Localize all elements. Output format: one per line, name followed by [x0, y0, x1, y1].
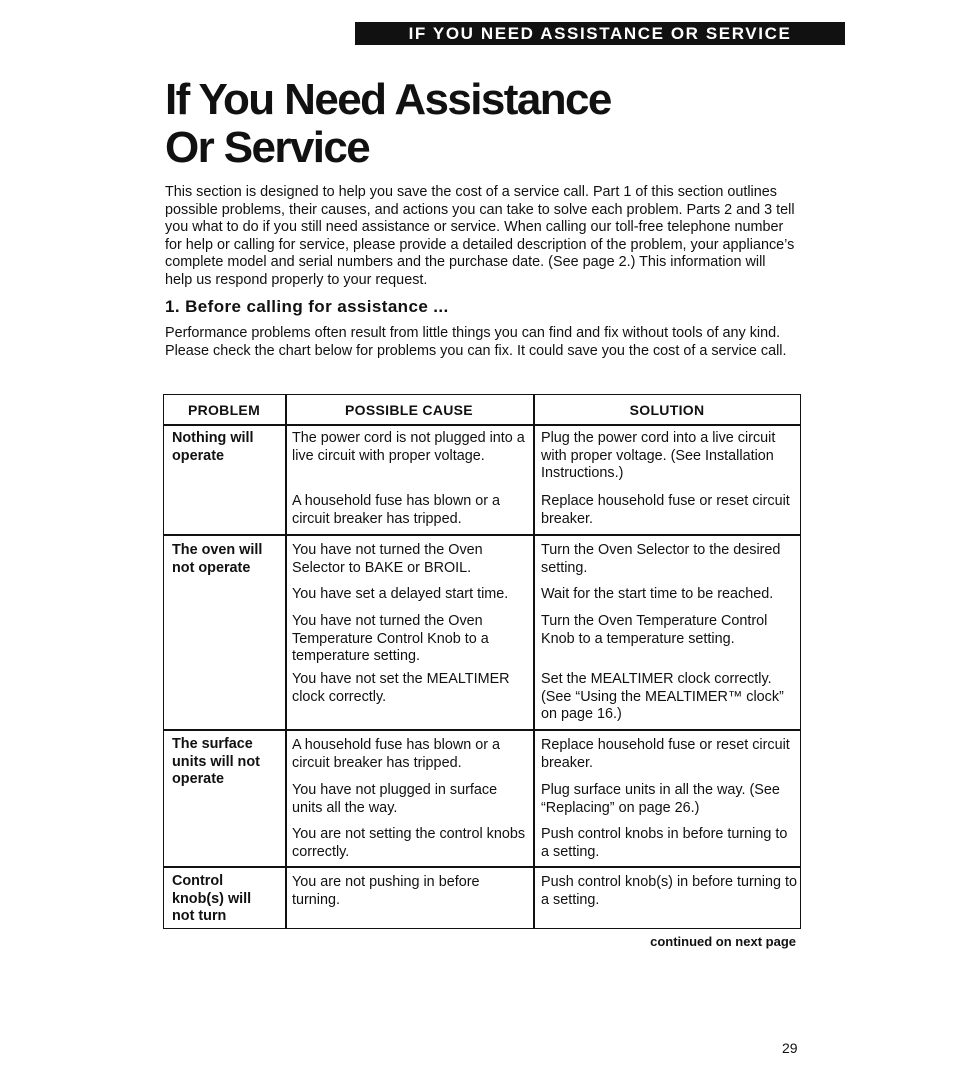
section-banner: IF YOU NEED ASSISTANCE OR SERVICE — [355, 22, 845, 45]
row-divider — [163, 866, 801, 868]
column-divider — [285, 394, 287, 929]
cause-cell: You have not turned the Oven Temperature Control Knob to a temperature setting. — [292, 613, 489, 665]
solution-cell: Plug surface units in all the way. (See “Replacing” on page 26.) — [541, 782, 780, 816]
row-divider — [163, 729, 801, 731]
cause-cell: You are not setting the control knobs correctly. — [292, 826, 526, 860]
page-title-line-2: Or Service — [165, 123, 370, 172]
cause-cell: A household fuse has blown or a circuit breaker has tripped. — [292, 737, 501, 771]
cause-cell: You have not turned the Oven Selector to BAKE or BROIL. — [292, 542, 483, 576]
cause-cell: The power cord is not plugged into a live circuit with proper voltage. — [292, 430, 525, 464]
solution-cell: Turn the Oven Selector to the desired setting. — [541, 542, 781, 576]
page-number: 29 — [782, 1040, 798, 1056]
section-heading: 1. Before calling for assistance ... — [165, 297, 449, 316]
page-title-line-1: If You Need Assistance — [165, 75, 611, 124]
section-paragraph: Performance problems often result from little things you can find and fix without tools of any kind. Please check the chart below for problems you can fix. It could save you the cost of a service call. — [165, 325, 787, 359]
solution-cell: Replace household fuse or reset circuit breaker. — [541, 493, 790, 527]
solution-cell: Plug the power cord into a live circuit with proper voltage. (See Installation Instructions.) — [541, 430, 776, 482]
problem-cell: The oven will not operate — [172, 542, 263, 576]
page-title — [165, 76, 611, 172]
cause-cell: You have not set the MEALTIMER clock correctly. — [292, 671, 510, 705]
cause-cell: A household fuse has blown or a circuit breaker has tripped. — [292, 493, 501, 527]
header-solution: SOLUTION — [629, 402, 705, 418]
header-problem: PROBLEM — [187, 402, 261, 418]
cause-cell: You have set a delayed start time. — [292, 586, 509, 602]
continued-note: continued on next page — [650, 934, 796, 949]
solution-cell: Push control knobs in before turning to a setting. — [541, 826, 788, 860]
intro-paragraph: This section is designed to help you save the cost of a service call. Part 1 of this section outlines possible problems, their causes, and actions you can take to solve each problem. Parts 2 and 3 tell you what to do if you still need assistance or service. When calling our toll-free telephone number for help or calling for service, please provide a detailed description of the problem, your appliance’s complete model and serial numbers and the purchase date. (See page 2.) This information will help us respond properly to your request. — [165, 184, 795, 288]
problem-cell: Control knob(s) will not turn — [172, 873, 252, 924]
solution-cell: Wait for the start time to be reached. — [541, 586, 774, 602]
solution-cell: Push control knob(s) in before turning to a setting. — [541, 874, 797, 908]
header-cause: POSSIBLE CAUSE — [345, 402, 473, 418]
row-divider — [163, 534, 801, 536]
column-divider — [533, 394, 535, 929]
solution-cell: Turn the Oven Temperature Control Knob to a temperature setting. — [541, 613, 768, 647]
problem-cell: Nothing will operate — [172, 430, 254, 464]
cause-cell: You are not pushing in before turning. — [292, 874, 480, 908]
solution-cell: Set the MEALTIMER clock correctly. (See “Using the MEALTIMER™ clock” on page 16.) — [541, 671, 784, 723]
problem-cell: The surface units will not operate — [172, 736, 260, 787]
solution-cell: Replace household fuse or reset circuit breaker. — [541, 737, 790, 771]
row-divider — [163, 424, 801, 426]
cause-cell: You have not plugged in surface units all the way. — [292, 782, 498, 816]
